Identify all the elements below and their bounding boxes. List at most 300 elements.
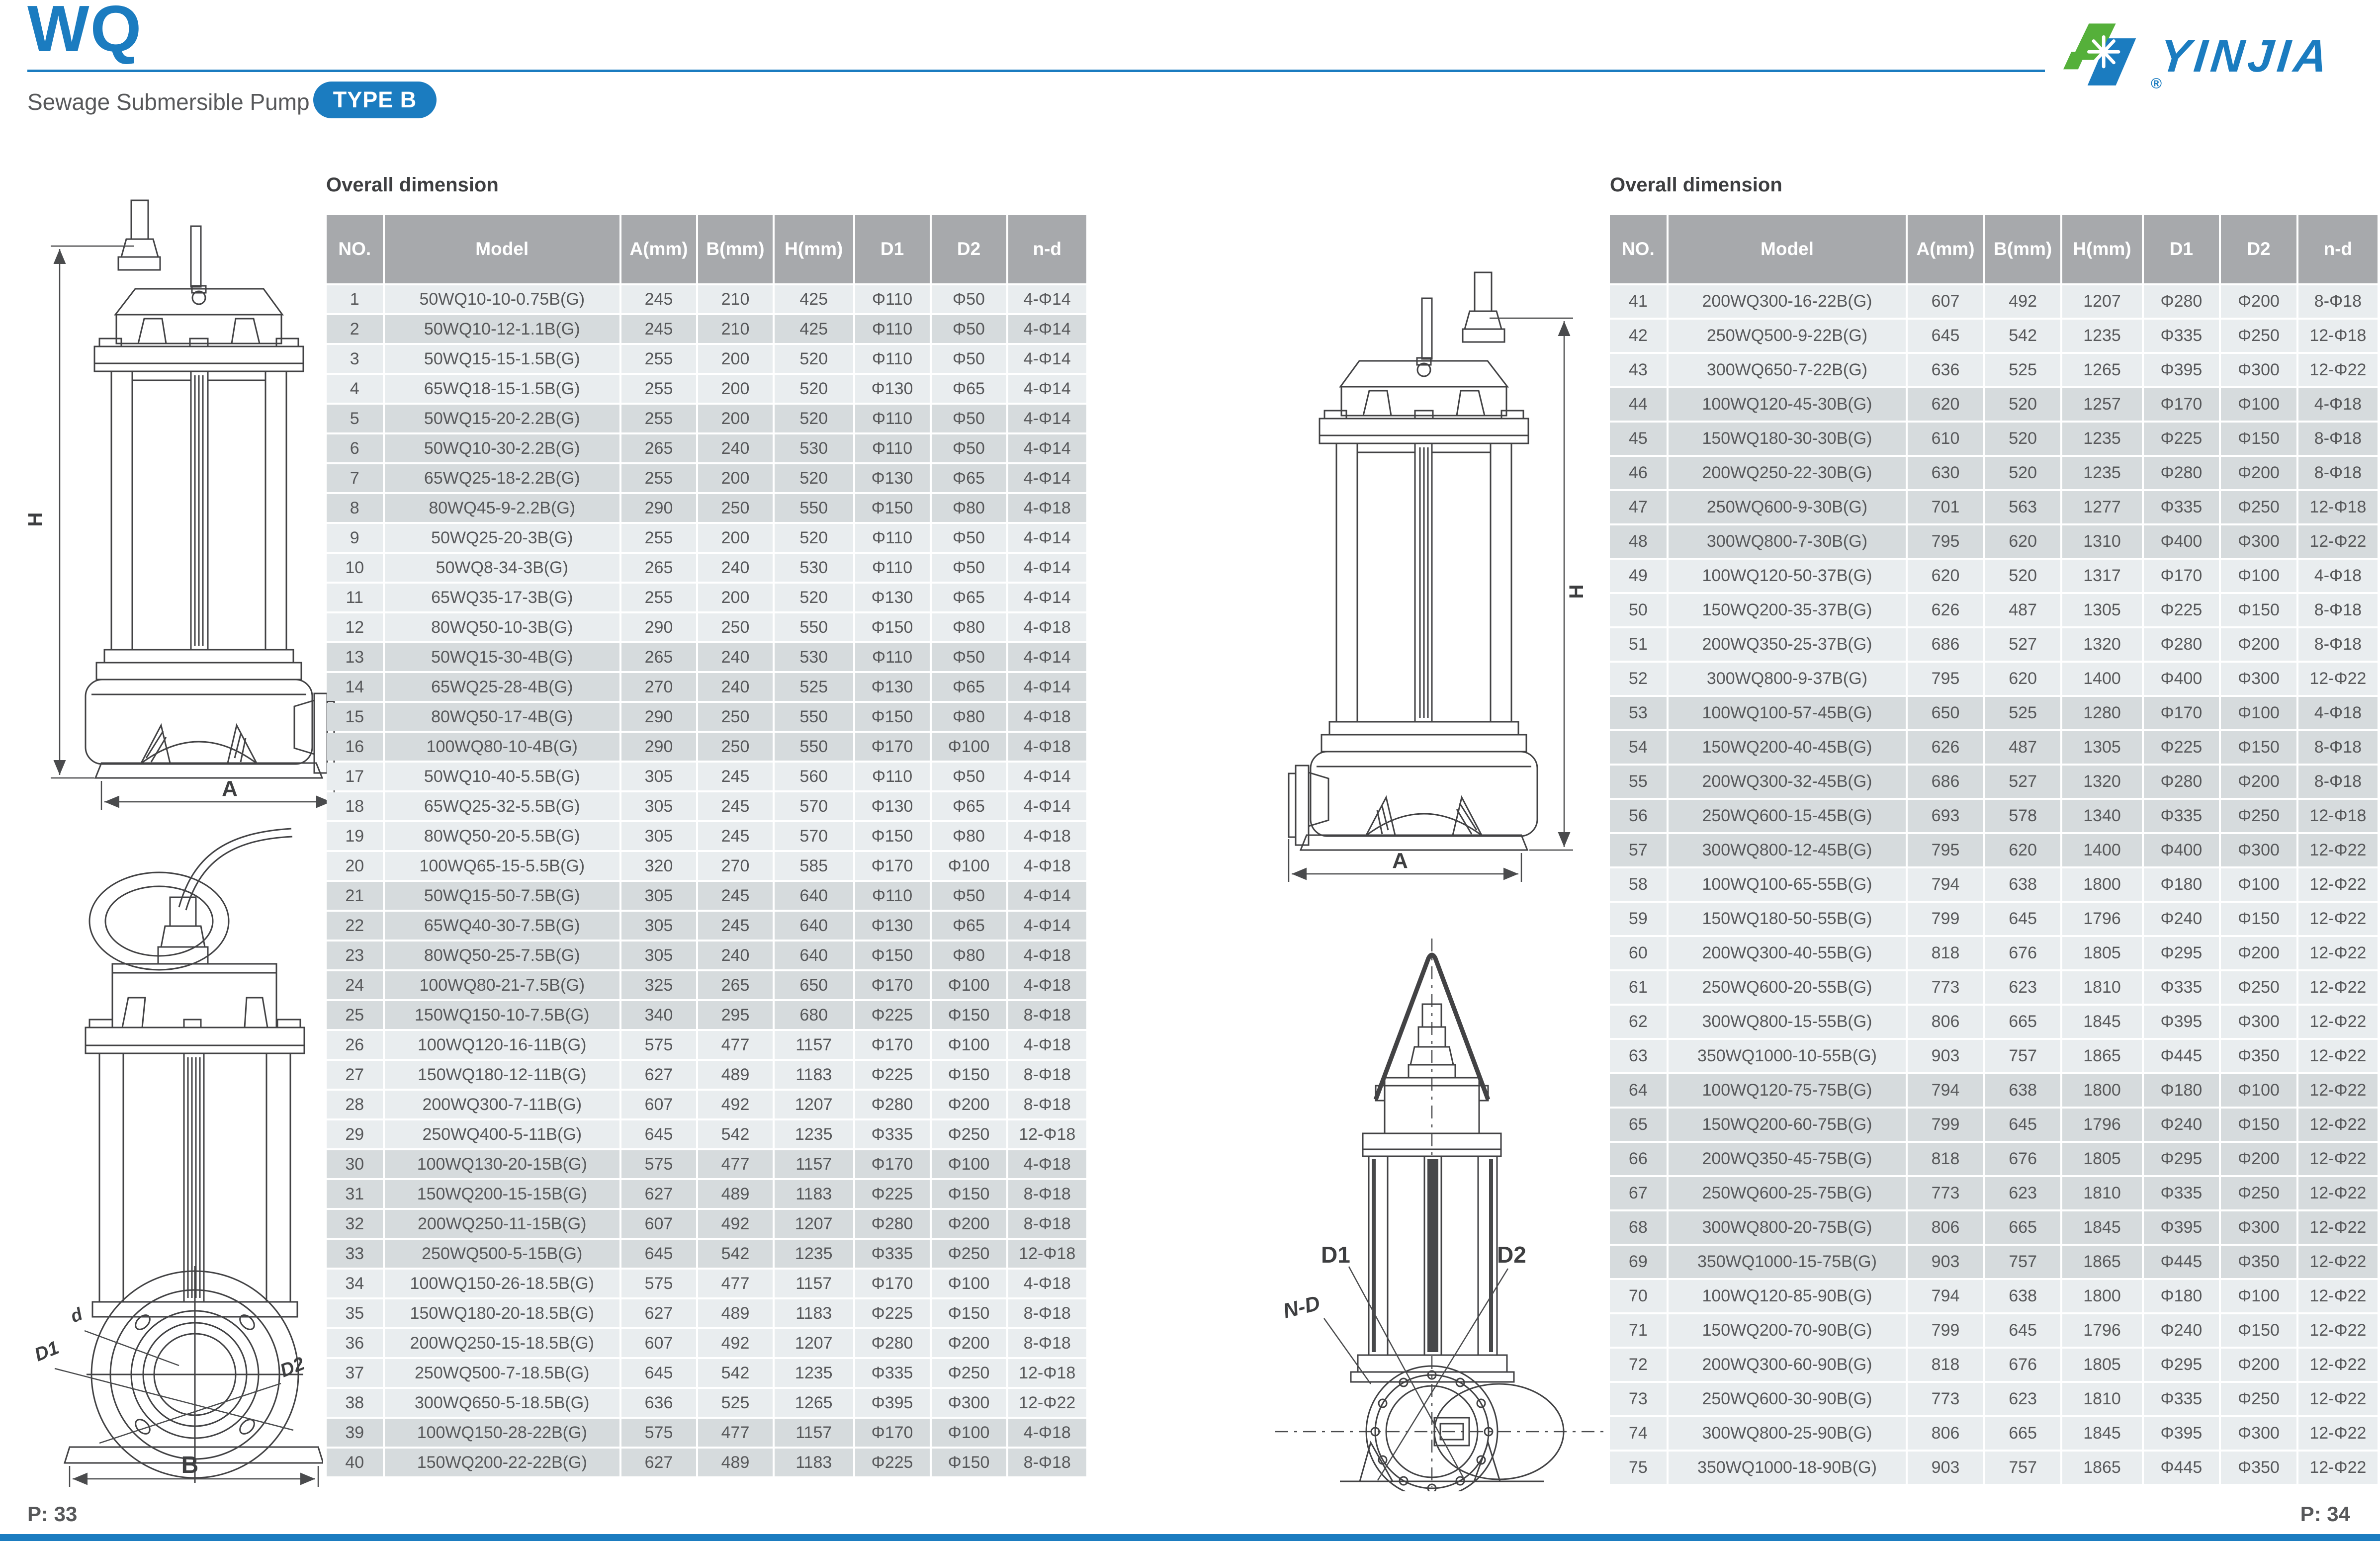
cell-bmm: 245 <box>698 882 773 910</box>
cell-d1: Φ110 <box>855 882 930 910</box>
table-row <box>1610 525 2378 558</box>
cell-hmm: 1796 <box>2062 1314 2141 1347</box>
cell-amm: 686 <box>1908 628 1983 661</box>
cell-bmm: 665 <box>1985 1211 2061 1244</box>
cell-hmm: 585 <box>775 852 853 880</box>
cell-d1: Φ225 <box>855 1061 930 1089</box>
table-row <box>327 852 1086 880</box>
cell-bmm: 477 <box>698 1270 773 1297</box>
cell-no: 61 <box>1610 971 1667 1004</box>
cell-amm: 627 <box>621 1299 696 1327</box>
cell-d2: Φ100 <box>932 852 1006 880</box>
cell-amm: 607 <box>1908 285 1983 318</box>
cell-amm: 265 <box>621 643 696 671</box>
cell-no: 54 <box>1610 731 1667 764</box>
table-header-row <box>1610 215 2378 283</box>
cell-model: 65WQ35-17-3B(G) <box>385 584 620 611</box>
cell-d1: Φ150 <box>855 494 930 522</box>
cell-model: 80WQ50-25-7.5B(G) <box>385 942 620 969</box>
cell-no: 41 <box>1610 285 1667 318</box>
cell-amm: 645 <box>621 1240 696 1268</box>
cell-bmm: 665 <box>1985 1006 2061 1038</box>
cell-d2: Φ300 <box>2221 354 2296 386</box>
cell-hmm: 1235 <box>775 1359 853 1387</box>
cell-bmm: 525 <box>1985 354 2061 386</box>
cell-amm: 305 <box>621 822 696 850</box>
cell-nd: 12-Φ22 <box>2298 1109 2378 1141</box>
cell-hmm: 570 <box>775 822 853 850</box>
cell-d1: Φ240 <box>2144 1314 2219 1347</box>
cell-model: 200WQ300-16-22B(G) <box>1669 285 1906 318</box>
cell-bmm: 270 <box>698 852 773 880</box>
left-section-title: Overall dimension <box>326 174 499 196</box>
cell-bmm: 623 <box>1985 1383 2061 1415</box>
cell-bmm: 757 <box>1985 1452 2061 1484</box>
cell-d2: Φ300 <box>2221 663 2296 695</box>
cell-no: 69 <box>1610 1246 1667 1278</box>
cell-bmm: 250 <box>698 733 773 761</box>
cell-amm: 650 <box>1908 697 1983 729</box>
cell-nd: 8-Φ18 <box>1008 1180 1087 1208</box>
column-header-d2: D2 <box>2221 215 2296 283</box>
cell-nd: 12-Φ22 <box>2298 1280 2378 1312</box>
cell-amm: 255 <box>621 405 696 432</box>
cell-no: 55 <box>1610 766 1667 798</box>
cell-model: 100WQ150-26-18.5B(G) <box>385 1270 620 1297</box>
cell-d1: Φ170 <box>855 971 930 999</box>
table-row <box>1610 457 2378 489</box>
cell-hmm: 520 <box>775 345 853 373</box>
cell-hmm: 570 <box>775 792 853 820</box>
cell-amm: 701 <box>1908 491 1983 523</box>
dim-label-h: H <box>24 512 46 527</box>
cell-amm: 903 <box>1908 1452 1983 1484</box>
cell-d2: Φ50 <box>932 763 1006 790</box>
cell-hmm: 1183 <box>775 1449 853 1476</box>
cell-nd: 12-Φ22 <box>2298 868 2378 901</box>
cell-model: 200WQ250-22-30B(G) <box>1669 457 1906 489</box>
cell-amm: 305 <box>621 763 696 790</box>
table-row <box>327 673 1086 701</box>
cell-d2: Φ65 <box>932 792 1006 820</box>
cell-no: 8 <box>327 494 383 522</box>
cell-d2: Φ200 <box>932 1091 1006 1118</box>
cell-d2: Φ150 <box>2221 903 2296 935</box>
cell-d1: Φ335 <box>855 1120 930 1148</box>
cell-bmm: 487 <box>1985 594 2061 626</box>
cell-hmm: 640 <box>775 882 853 910</box>
table-row <box>1610 1040 2378 1072</box>
cell-d2: Φ150 <box>932 1001 1006 1029</box>
cell-hmm: 1810 <box>2062 1383 2141 1415</box>
column-header-no: NO. <box>1610 215 1667 283</box>
cell-hmm: 1280 <box>2062 697 2141 729</box>
cell-no: 70 <box>1610 1280 1667 1312</box>
cell-d2: Φ65 <box>932 912 1006 940</box>
type-badge: TYPE B <box>313 82 437 118</box>
table-row <box>1610 388 2378 421</box>
cell-d1: Φ395 <box>2144 354 2219 386</box>
cell-amm: 645 <box>621 1120 696 1148</box>
cell-no: 49 <box>1610 560 1667 592</box>
cell-model: 300WQ650-7-22B(G) <box>1669 354 1906 386</box>
table-row <box>1610 1314 2378 1347</box>
cell-model: 250WQ500-5-15B(G) <box>385 1240 620 1268</box>
cell-model: 150WQ150-10-7.5B(G) <box>385 1001 620 1029</box>
cell-hmm: 1796 <box>2062 903 2141 935</box>
cell-bmm: 265 <box>698 971 773 999</box>
dim-label-a: A <box>1392 849 1408 873</box>
cell-amm: 255 <box>621 524 696 552</box>
cell-hmm: 1845 <box>2062 1006 2141 1038</box>
column-header-d1: D1 <box>855 215 930 283</box>
brand-name: YINJIA <box>2157 30 2334 82</box>
cell-d2: Φ100 <box>2221 868 2296 901</box>
cell-d1: Φ335 <box>855 1359 930 1387</box>
table-row <box>327 1329 1086 1357</box>
cell-hmm: 1235 <box>775 1240 853 1268</box>
cell-bmm: 200 <box>698 464 773 492</box>
table-row <box>327 1240 1086 1268</box>
cell-d1: Φ180 <box>2144 1074 2219 1107</box>
cell-nd: 8-Φ18 <box>1008 1091 1087 1118</box>
cell-nd: 12-Φ18 <box>1008 1120 1087 1148</box>
cell-no: 50 <box>1610 594 1667 626</box>
table-row <box>327 942 1086 969</box>
cell-bmm: 645 <box>1985 1109 2061 1141</box>
cell-amm: 799 <box>1908 1109 1983 1141</box>
cell-nd: 4-Φ14 <box>1008 405 1087 432</box>
column-header-hmm: H(mm) <box>775 215 853 283</box>
cell-model: 65WQ25-32-5.5B(G) <box>385 792 620 820</box>
cell-nd: 4-Φ14 <box>1008 584 1087 611</box>
cell-no: 32 <box>327 1210 383 1238</box>
cell-nd: 12-Φ18 <box>2298 800 2378 832</box>
cell-no: 31 <box>327 1180 383 1208</box>
pump-drawing-front-view-right <box>1286 263 1609 890</box>
table-row <box>327 1270 1086 1297</box>
cell-hmm: 650 <box>775 971 853 999</box>
cell-model: 250WQ400-5-11B(G) <box>385 1120 620 1148</box>
cell-d1: Φ395 <box>2144 1417 2219 1450</box>
cell-model: 150WQ200-15-15B(G) <box>385 1180 620 1208</box>
table-row <box>327 1061 1086 1089</box>
cell-amm: 626 <box>1908 731 1983 764</box>
cell-d2: Φ50 <box>932 643 1006 671</box>
table-row <box>1610 1280 2378 1312</box>
cell-bmm: 527 <box>1985 766 2061 798</box>
cell-no: 66 <box>1610 1143 1667 1175</box>
cell-nd: 12-Φ22 <box>2298 1417 2378 1450</box>
cell-amm: 270 <box>621 673 696 701</box>
cell-d1: Φ335 <box>2144 800 2219 832</box>
cell-nd: 12-Φ22 <box>2298 834 2378 866</box>
cell-model: 100WQ120-50-37B(G) <box>1669 560 1906 592</box>
cell-no: 64 <box>1610 1074 1667 1107</box>
cell-hmm: 1305 <box>2062 594 2141 626</box>
cell-nd: 8-Φ18 <box>2298 457 2378 489</box>
cell-model: 250WQ600-25-75B(G) <box>1669 1177 1906 1209</box>
table-header-row <box>327 215 1086 283</box>
cell-bmm: 676 <box>1985 1143 2061 1175</box>
cell-amm: 645 <box>621 1359 696 1387</box>
cell-amm: 305 <box>621 792 696 820</box>
cell-nd: 4-Φ18 <box>1008 822 1087 850</box>
cell-amm: 773 <box>1908 971 1983 1004</box>
cell-amm: 575 <box>621 1270 696 1297</box>
cell-hmm: 1207 <box>775 1210 853 1238</box>
cell-bmm: 477 <box>698 1419 773 1447</box>
cell-hmm: 1235 <box>2062 457 2141 489</box>
cell-d1: Φ295 <box>2144 1143 2219 1175</box>
footer-accent-bar <box>0 1534 2380 1541</box>
cell-hmm: 1400 <box>2062 663 2141 695</box>
cell-no: 35 <box>327 1299 383 1327</box>
cell-model: 250WQ500-7-18.5B(G) <box>385 1359 620 1387</box>
cell-bmm: 638 <box>1985 1074 2061 1107</box>
cell-amm: 903 <box>1908 1040 1983 1072</box>
cell-hmm: 1805 <box>2062 1143 2141 1175</box>
cell-no: 68 <box>1610 1211 1667 1244</box>
cell-hmm: 680 <box>775 1001 853 1029</box>
cell-bmm: 542 <box>698 1359 773 1387</box>
cell-d1: Φ110 <box>855 315 930 343</box>
cell-no: 73 <box>1610 1383 1667 1415</box>
cell-model: 100WQ65-15-5.5B(G) <box>385 852 620 880</box>
cell-nd: 4-Φ18 <box>1008 852 1087 880</box>
cell-d2: Φ65 <box>932 673 1006 701</box>
cell-d2: Φ100 <box>2221 1074 2296 1107</box>
cell-amm: 799 <box>1908 903 1983 935</box>
cell-d1: Φ445 <box>2144 1246 2219 1278</box>
cell-no: 44 <box>1610 388 1667 421</box>
cell-model: 50WQ10-10-0.75B(G) <box>385 285 620 313</box>
cell-d2: Φ50 <box>932 882 1006 910</box>
cell-no: 29 <box>327 1120 383 1148</box>
cell-amm: 255 <box>621 584 696 611</box>
cell-d1: Φ170 <box>855 733 930 761</box>
cell-hmm: 530 <box>775 434 853 462</box>
cell-bmm: 210 <box>698 285 773 313</box>
cell-bmm: 520 <box>1985 388 2061 421</box>
cell-hmm: 525 <box>775 673 853 701</box>
cell-nd: 4-Φ18 <box>2298 388 2378 421</box>
cell-d2: Φ300 <box>2221 525 2296 558</box>
cell-model: 50WQ25-20-3B(G) <box>385 524 620 552</box>
cell-amm: 645 <box>1908 320 1983 352</box>
cell-d2: Φ350 <box>2221 1246 2296 1278</box>
cell-no: 27 <box>327 1061 383 1089</box>
cell-hmm: 520 <box>775 405 853 432</box>
cell-d2: Φ150 <box>932 1449 1006 1476</box>
cell-nd: 4-Φ14 <box>1008 285 1087 313</box>
cell-amm: 607 <box>621 1210 696 1238</box>
table-row <box>1610 1417 2378 1450</box>
cell-d2: Φ200 <box>2221 937 2296 969</box>
cell-nd: 4-Φ14 <box>1008 673 1087 701</box>
cell-d2: Φ150 <box>932 1299 1006 1327</box>
cell-model: 250WQ600-20-55B(G) <box>1669 971 1906 1004</box>
cell-nd: 12-Φ22 <box>2298 525 2378 558</box>
cell-nd: 12-Φ22 <box>2298 1211 2378 1244</box>
cell-d1: Φ280 <box>2144 628 2219 661</box>
cell-nd: 4-Φ18 <box>1008 613 1087 641</box>
table-row <box>1610 731 2378 764</box>
cell-d1: Φ110 <box>855 554 930 582</box>
cell-no: 38 <box>327 1389 383 1417</box>
cell-bmm: 665 <box>1985 1417 2061 1450</box>
table-row <box>327 613 1086 641</box>
cell-bmm: 492 <box>698 1091 773 1118</box>
cell-no: 60 <box>1610 937 1667 969</box>
cell-d2: Φ50 <box>932 345 1006 373</box>
cell-d2: Φ200 <box>932 1329 1006 1357</box>
dim-label-nd: N-D <box>1280 1291 1322 1323</box>
cell-model: 100WQ100-57-45B(G) <box>1669 697 1906 729</box>
table-row <box>327 315 1086 343</box>
cell-model: 300WQ800-12-45B(G) <box>1669 834 1906 866</box>
cell-model: 150WQ180-12-11B(G) <box>385 1061 620 1089</box>
cell-amm: 245 <box>621 315 696 343</box>
table-row <box>1610 1177 2378 1209</box>
cell-model: 100WQ80-10-4B(G) <box>385 733 620 761</box>
cell-model: 200WQ300-40-55B(G) <box>1669 937 1906 969</box>
cell-bmm: 250 <box>698 613 773 641</box>
cell-d2: Φ80 <box>932 613 1006 641</box>
cell-amm: 620 <box>1908 560 1983 592</box>
cell-d2: Φ250 <box>2221 320 2296 352</box>
cell-model: 65WQ40-30-7.5B(G) <box>385 912 620 940</box>
cell-hmm: 640 <box>775 912 853 940</box>
cell-d1: Φ395 <box>2144 1211 2219 1244</box>
table-row <box>327 643 1086 671</box>
cell-d2: Φ100 <box>2221 560 2296 592</box>
cell-nd: 12-Φ22 <box>2298 1246 2378 1278</box>
cell-d1: Φ170 <box>2144 697 2219 729</box>
cell-hmm: 1207 <box>775 1329 853 1357</box>
cell-d1: Φ225 <box>2144 731 2219 764</box>
cell-d1: Φ130 <box>855 464 930 492</box>
cell-model: 150WQ180-20-18.5B(G) <box>385 1299 620 1327</box>
cell-bmm: 489 <box>698 1180 773 1208</box>
cell-model: 150WQ200-35-37B(G) <box>1669 594 1906 626</box>
cell-bmm: 240 <box>698 673 773 701</box>
cell-hmm: 1235 <box>2062 320 2141 352</box>
cell-d2: Φ200 <box>2221 766 2296 798</box>
cell-hmm: 1800 <box>2062 868 2141 901</box>
column-header-hmm: H(mm) <box>2062 215 2141 283</box>
cell-d1: Φ110 <box>855 643 930 671</box>
cell-hmm: 1800 <box>2062 1074 2141 1107</box>
cell-d1: Φ225 <box>855 1449 930 1476</box>
cell-model: 200WQ350-45-75B(G) <box>1669 1143 1906 1175</box>
cell-no: 30 <box>327 1150 383 1178</box>
cell-d1: Φ280 <box>2144 285 2219 318</box>
cell-hmm: 1845 <box>2062 1417 2141 1450</box>
cell-no: 4 <box>327 375 383 403</box>
table-row <box>1610 1109 2378 1141</box>
cell-d1: Φ225 <box>855 1180 930 1208</box>
cell-amm: 795 <box>1908 834 1983 866</box>
cell-bmm: 477 <box>698 1150 773 1178</box>
cell-model: 300WQ800-20-75B(G) <box>1669 1211 1906 1244</box>
cell-d1: Φ400 <box>2144 525 2219 558</box>
series-title: WQ <box>27 0 143 65</box>
cell-d2: Φ300 <box>2221 1211 2296 1244</box>
cell-amm: 627 <box>621 1449 696 1476</box>
table-row <box>1610 663 2378 695</box>
cell-model: 250WQ500-9-22B(G) <box>1669 320 1906 352</box>
column-header-nd: n-d <box>2298 215 2378 283</box>
cell-d1: Φ150 <box>855 613 930 641</box>
right-dimension-table <box>1608 213 2380 1486</box>
cell-d2: Φ150 <box>2221 731 2296 764</box>
cell-bmm: 578 <box>1985 800 2061 832</box>
dim-label-d2: D2 <box>277 1353 308 1382</box>
cell-d2: Φ80 <box>932 942 1006 969</box>
cell-no: 13 <box>327 643 383 671</box>
cell-no: 20 <box>327 852 383 880</box>
cell-nd: 4-Φ14 <box>1008 554 1087 582</box>
cell-bmm: 623 <box>1985 971 2061 1004</box>
cell-d1: Φ225 <box>2144 594 2219 626</box>
cell-no: 7 <box>327 464 383 492</box>
cell-model: 250WQ600-15-45B(G) <box>1669 800 1906 832</box>
cell-d2: Φ80 <box>932 703 1006 731</box>
cell-model: 150WQ200-22-22B(G) <box>385 1449 620 1476</box>
cell-d2: Φ300 <box>2221 1006 2296 1038</box>
cell-amm: 795 <box>1908 525 1983 558</box>
cell-no: 53 <box>1610 697 1667 729</box>
cell-d1: Φ110 <box>855 763 930 790</box>
cell-d1: Φ240 <box>2144 1109 2219 1141</box>
cell-amm: 794 <box>1908 1280 1983 1312</box>
cell-bmm: 240 <box>698 434 773 462</box>
cell-no: 43 <box>1610 354 1667 386</box>
cell-d2: Φ250 <box>2221 1383 2296 1415</box>
cell-d1: Φ335 <box>2144 1177 2219 1209</box>
cell-model: 50WQ15-50-7.5B(G) <box>385 882 620 910</box>
cell-no: 24 <box>327 971 383 999</box>
cell-model: 150WQ200-40-45B(G) <box>1669 731 1906 764</box>
cell-nd: 12-Φ18 <box>2298 491 2378 523</box>
cell-hmm: 1183 <box>775 1061 853 1089</box>
table-row <box>327 405 1086 432</box>
cell-d2: Φ250 <box>2221 1177 2296 1209</box>
cell-d1: Φ280 <box>855 1091 930 1118</box>
table-row <box>1610 285 2378 318</box>
cell-d1: Φ335 <box>2144 320 2219 352</box>
cell-nd: 4-Φ14 <box>1008 524 1087 552</box>
cell-amm: 255 <box>621 464 696 492</box>
cell-d1: Φ280 <box>855 1210 930 1238</box>
cell-nd: 4-Φ18 <box>1008 1419 1087 1447</box>
cell-d2: Φ100 <box>2221 388 2296 421</box>
cell-nd: 12-Φ22 <box>2298 1006 2378 1038</box>
cell-d2: Φ350 <box>2221 1040 2296 1072</box>
table-row <box>327 971 1086 999</box>
cell-bmm: 542 <box>698 1240 773 1268</box>
cell-d1: Φ295 <box>2144 937 2219 969</box>
cell-d1: Φ180 <box>2144 868 2219 901</box>
cell-no: 1 <box>327 285 383 313</box>
cell-no: 11 <box>327 584 383 611</box>
cell-model: 100WQ120-75-75B(G) <box>1669 1074 1906 1107</box>
cell-bmm: 520 <box>1985 560 2061 592</box>
cell-d2: Φ65 <box>932 464 1006 492</box>
cell-no: 15 <box>327 703 383 731</box>
cell-hmm: 1265 <box>775 1389 853 1417</box>
